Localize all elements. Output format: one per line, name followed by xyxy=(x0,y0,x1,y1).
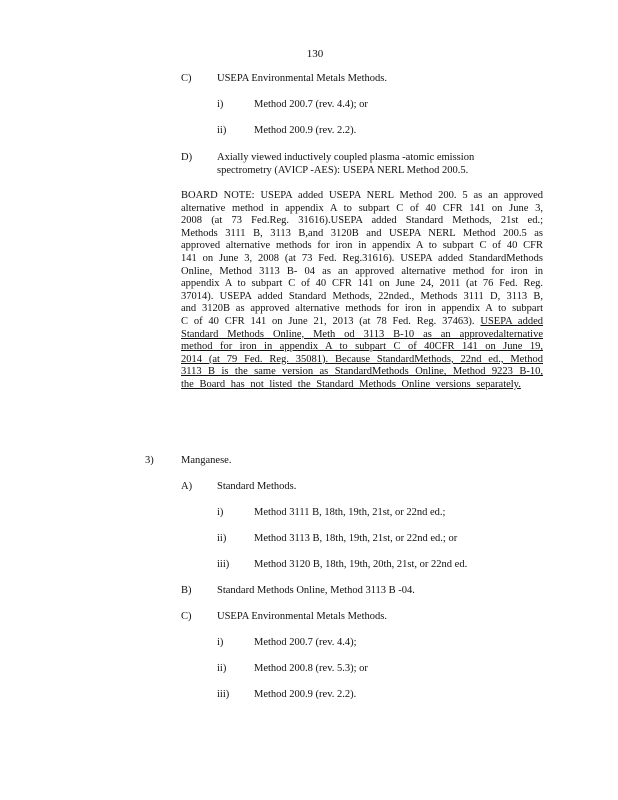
item-text-avicp-line2: spectrometry (AVICP -AES): USEPA NERL Method 200.5. xyxy=(217,165,469,176)
board-note-underlined-text: USEPA added Standard Methods Online, Meth od 3113 B-10 as an approvedalternative method for iron in appendix A to subpart C of 40CFR 141 on June 19, 2014 (at 79 Fed. Reg. 35081). Because StandardMethods, 22nd ed., Method 3113 B is the same version as StandardMethods Online, Method 9223 B-10, the Board has not listed the Standard Methods Online versions separately. xyxy=(181,315,544,390)
board-note-text: BOARD NOTE: USEPA added USEPA NERL Method 200. 5 as an approved alternative method in appendix A to subpart C of 40 CFR 141 on June 3, 2008 (at 73 Fed.Reg. 31616).USEPA added Standard Methods, 21st ed.; Methods 3111 B, 3113 B,and 3120B and USEPA NERL Method 200.5 as approved alternative methods for iron in appendix A to subpart C of 40 CFR 141 on June 3, 2008 (at 73 Fed. Reg.31616). USEPA added StandardMethods Online, Method 3113 B- 04 as an approved alternative method for iron in appendix A to subpart C of 40 CFR 141 on June 24, 2011 (at 76 Fed. Reg. 37014). USEPA added Standard Methods, 22nded., Methods 3111 D, 3113 B, and 3120B as approved alternative methods for iron in appendix A to subpart C of 40 CFR 141 on June 21, 2013 (at 78 Fed. Reg. 37463). xyxy=(181,190,543,327)
item-text-avicp-line1: Axially viewed inductively coupled plasma -atomic emission xyxy=(217,152,475,163)
item-label-a: A) xyxy=(181,481,193,492)
subitem-text-method-200-9: Method 200.9 (rev. 2.2). xyxy=(254,125,357,136)
item-label-c: C) xyxy=(181,73,192,84)
page-number: 130 xyxy=(306,48,324,60)
subitem-text-method-200-7: Method 200.7 (rev. 4.4); xyxy=(254,637,357,648)
subitem-text-method-200-7: Method 200.7 (rev. 4.4); or xyxy=(254,99,368,110)
item-text-standard-methods: Standard Methods. xyxy=(217,481,297,492)
item-text-usepa-metals: USEPA Environmental Metals Methods. xyxy=(217,73,387,84)
subitem-text-method-200-9: Method 200.9 (rev. 2.2). xyxy=(254,689,357,700)
item-label-c: C) xyxy=(181,611,192,622)
item-label-b: B) xyxy=(181,585,192,596)
heading-manganese: Manganese. xyxy=(181,455,232,466)
subitem-label-i: i) xyxy=(217,637,224,648)
subitem-text-method-3113b: Method 3113 B, 18th, 19th, 21st, or 22nd ed.; or xyxy=(254,533,458,544)
subitem-label-i: i) xyxy=(217,507,224,518)
item-label-3: 3) xyxy=(145,455,154,466)
item-text-usepa-metals: USEPA Environmental Metals Methods. xyxy=(217,611,387,622)
item-label-d: D) xyxy=(181,152,193,163)
board-note xyxy=(181,190,543,392)
subitem-label-ii: ii) xyxy=(217,663,227,674)
subitem-text-method-200-8: Method 200.8 (rev. 5.3); or xyxy=(254,663,368,674)
subitem-text-method-3111b: Method 3111 B, 18th, 19th, 21st, or 22nd ed.; xyxy=(254,507,446,518)
item-text-standard-methods-online: Standard Methods Online, Method 3113 B -04. xyxy=(217,585,415,596)
subitem-label-iii: iii) xyxy=(217,689,230,700)
subitem-text-method-3120b: Method 3120 B, 18th, 19th, 20th, 21st, or 22nd ed. xyxy=(254,559,468,570)
subitem-label-iii: iii) xyxy=(217,559,230,570)
subitem-label-i: i) xyxy=(217,99,224,110)
subitem-label-ii: ii) xyxy=(217,533,227,544)
subitem-label-ii: ii) xyxy=(217,125,227,136)
